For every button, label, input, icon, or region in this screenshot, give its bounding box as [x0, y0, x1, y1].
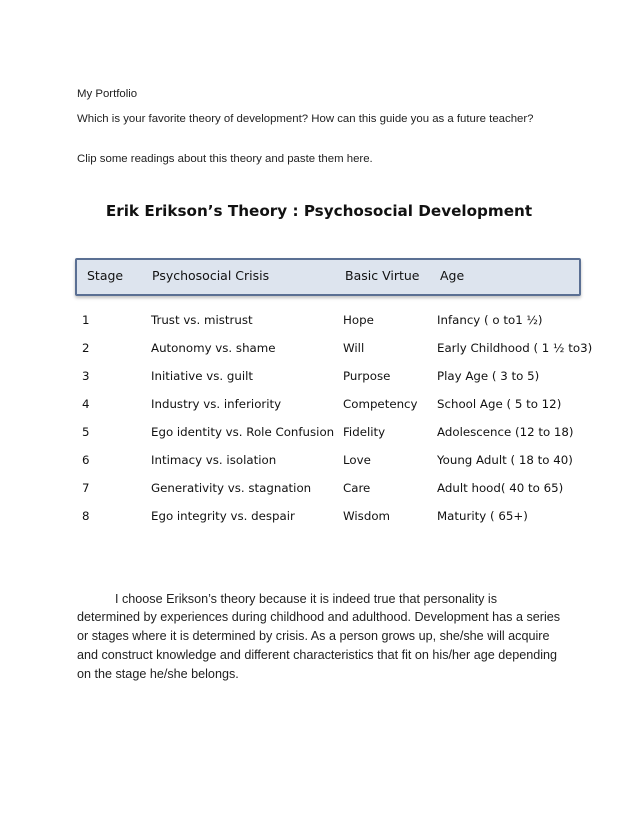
crisis-cell: Intimacy vs. isolation — [151, 453, 277, 467]
age-cell: Young Adult ( 18 to 40) — [437, 453, 573, 467]
clip-instruction: Clip some readings about this theory and paste them here. — [77, 153, 373, 165]
table-row — [75, 366, 580, 388]
table-row — [75, 506, 580, 528]
theory-heading: Erik Erikson’s Theory : Psychosocial Development — [105, 202, 533, 220]
table-row — [75, 338, 593, 360]
crisis-cell: Initiative vs. guilt — [151, 369, 254, 383]
table-header — [75, 258, 581, 296]
age-cell: Play Age ( 3 to 5) — [437, 369, 540, 383]
virtue-cell: Hope — [343, 313, 374, 327]
age-cell: Early Childhood ( 1 ½ to3) — [437, 341, 593, 355]
virtue-cell: Will — [343, 341, 365, 355]
portfolio-title: My Portfolio — [77, 88, 138, 100]
age-cell: Adult hood( 40 to 65) — [437, 481, 564, 495]
column-header-virtue: Basic Virtue — [345, 268, 420, 283]
virtue-cell: Wisdom — [343, 509, 391, 523]
age-cell: Adolescence (12 to 18) — [437, 425, 574, 439]
erikson-stages-table — [75, 258, 593, 536]
stage-cell: 3 — [82, 369, 90, 383]
age-cell: Infancy ( o to1 ½) — [437, 313, 543, 327]
virtue-cell: Competency — [343, 397, 418, 411]
virtue-cell: Love — [343, 453, 371, 467]
crisis-cell: Ego identity vs. Role Confusion — [151, 425, 335, 439]
prompt-question: Which is your favorite theory of development? How can this guide you as a future teacher? — [77, 113, 534, 125]
stage-cell: 6 — [82, 453, 90, 467]
crisis-cell: Autonomy vs. shame — [151, 341, 276, 355]
table-row — [75, 394, 580, 416]
crisis-cell: Generativity vs. stagnation — [151, 481, 312, 495]
age-cell: Maturity ( 65+) — [437, 509, 528, 523]
table-row — [75, 422, 580, 444]
column-header-stage: Stage — [87, 268, 124, 283]
column-header-crisis: Psychosocial Crisis — [152, 268, 270, 283]
essay-text: I choose Erikson’s theory because it is indeed true that personality is determined by experiences during childhood and adulthood. Development has a series or stages where it is determined by crisis. As a person grows up, she/she will acquire and construct knowledge and different characteristics that fit on his/her age depending on the stage he/she belongs. — [77, 591, 561, 681]
virtue-cell: Care — [343, 481, 371, 495]
crisis-cell: Trust vs. mistrust — [151, 313, 253, 327]
table-row — [75, 310, 580, 332]
virtue-cell: Purpose — [343, 369, 391, 383]
stage-cell: 4 — [82, 397, 90, 411]
stage-cell: 2 — [82, 341, 90, 355]
stage-cell: 8 — [82, 509, 90, 523]
table-row — [75, 450, 580, 472]
stage-cell: 1 — [82, 313, 90, 327]
virtue-cell: Fidelity — [343, 425, 386, 439]
age-cell: School Age ( 5 to 12) — [437, 397, 562, 411]
column-header-age: Age — [440, 268, 465, 283]
crisis-cell: Ego integrity vs. despair — [151, 509, 295, 523]
table-row — [75, 478, 580, 500]
stage-cell: 5 — [82, 425, 90, 439]
crisis-cell: Industry vs. inferiority — [151, 397, 282, 411]
stage-cell: 7 — [82, 481, 90, 495]
essay-paragraph — [77, 590, 563, 684]
